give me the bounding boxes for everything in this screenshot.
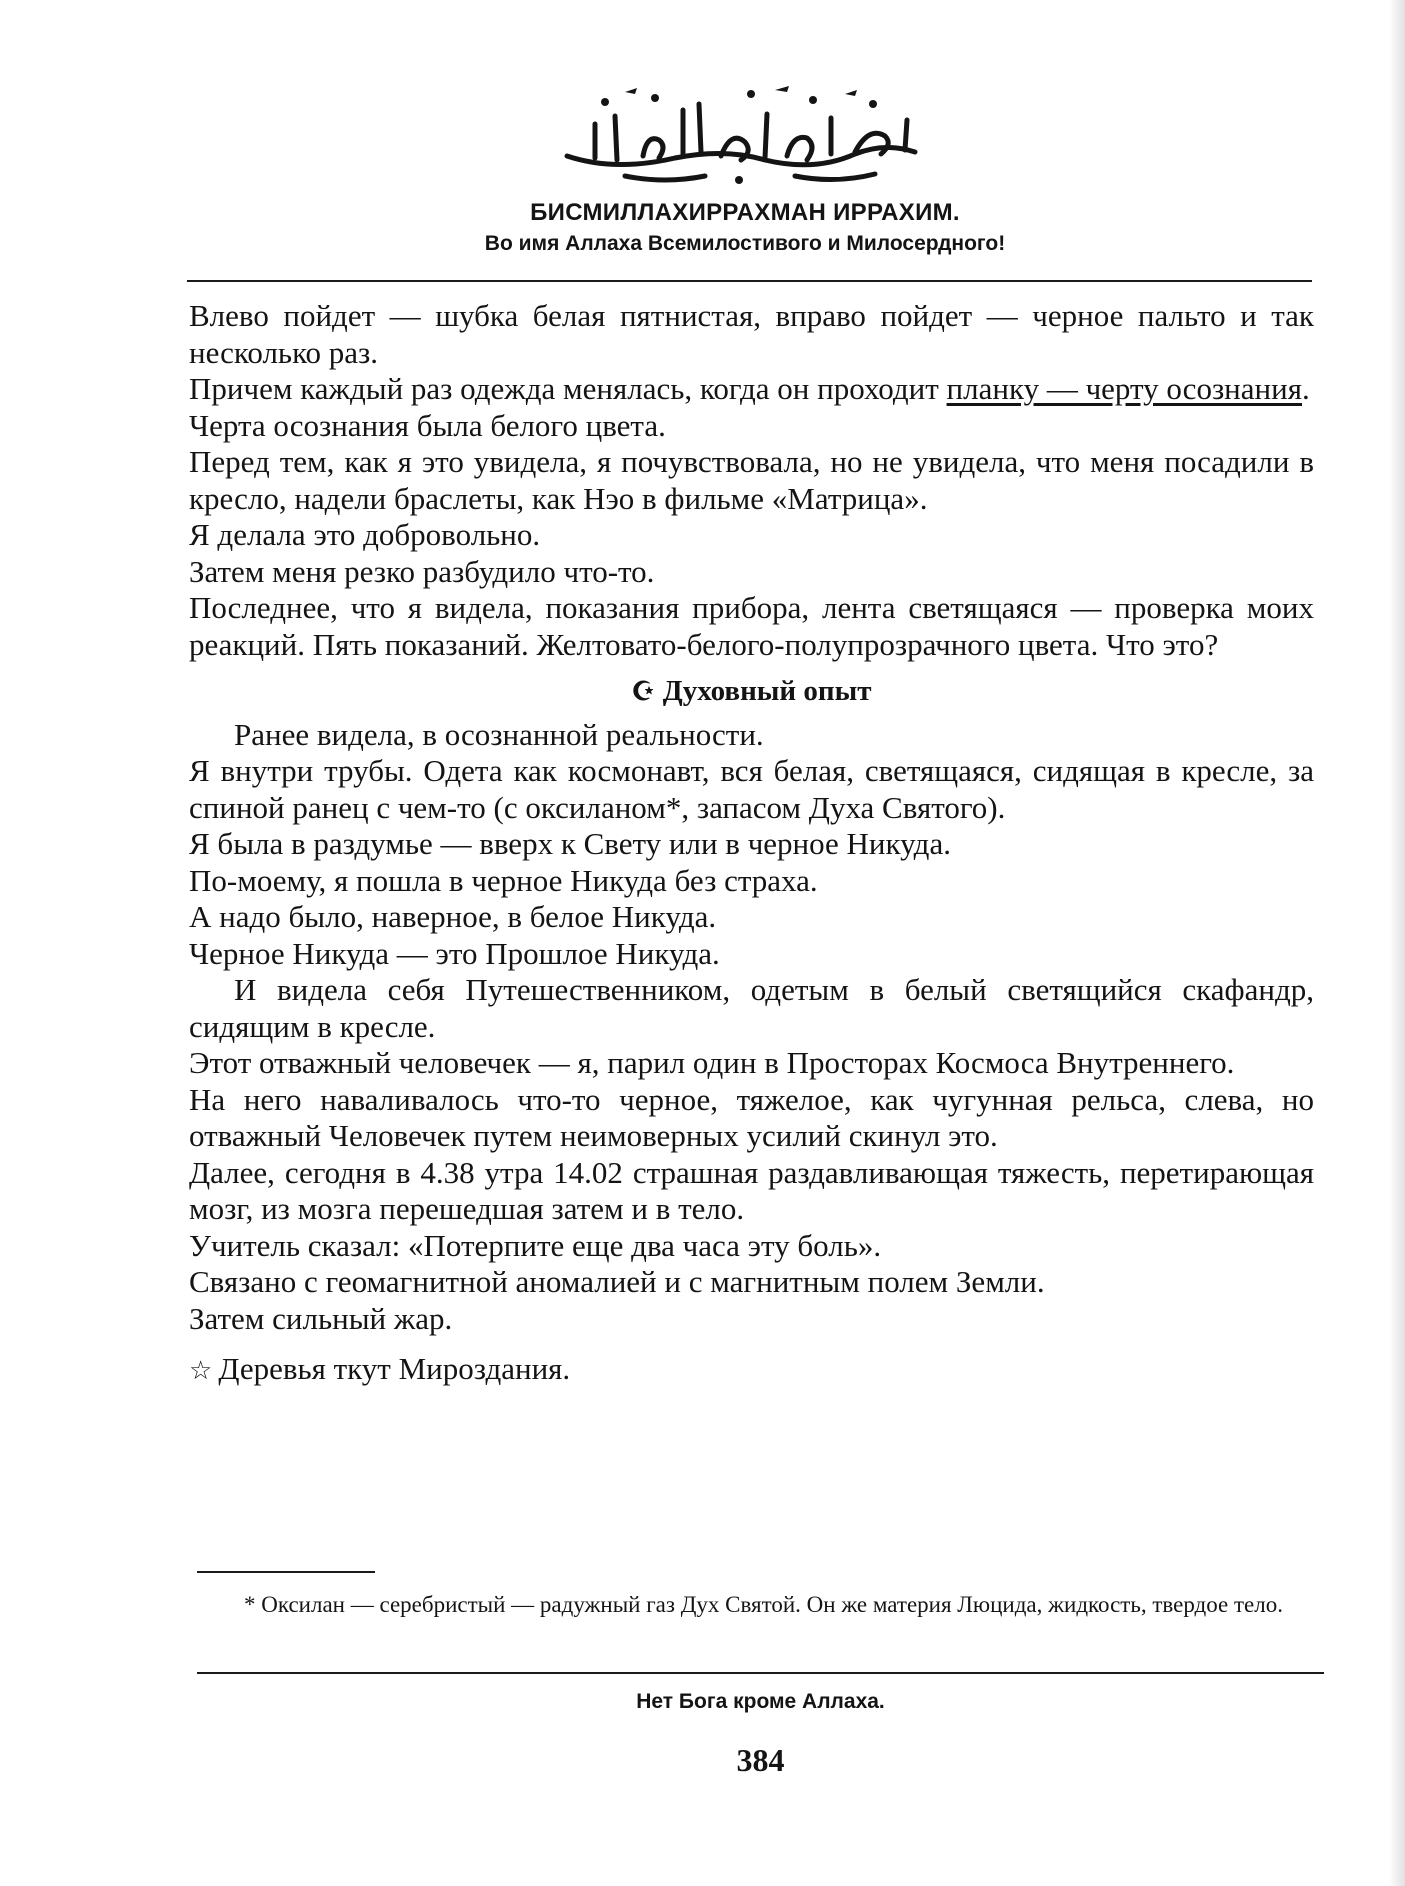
- bismillah-title: БИСМИЛЛАХИРРАХМАН ИРРАХИМ.: [530, 199, 960, 226]
- paragraph: А надо было, наверное, в белое Никуда.: [189, 899, 717, 934]
- main-text: [189, 298, 1314, 1390]
- paragraph: Последнее, что я видела, показания прибора, лента светящаяся — проверка моих реакций. Пять показаний. Желтовато-белого-полупрозрачного цвета. Что это?: [189, 590, 1314, 662]
- paragraph: Далее, сегодня в 4.38 утра 14.02 страшная раздавливающая тяжесть, перетирающая мозг, из мозга перешедшая затем и в тело.: [189, 1154, 1314, 1226]
- page-header: [0, 80, 1405, 256]
- paragraph: Черное Никуда — это Прошлое Никуда.: [189, 935, 720, 971]
- paragraph: Черта осознания была белого цвета.: [189, 407, 666, 443]
- paragraph: И видела себя Путешественником, одетым в белый светящийся скафандр, сидящим в кресле.: [189, 972, 1314, 1044]
- section-heading-text: Духовный опыт: [662, 675, 872, 707]
- paragraph: На него наваливалось что-то черное, тяжелое, как чугунная рельса, слева, но отважный Человечек путем неимоверных усилий скинул это.: [189, 1081, 1314, 1153]
- paragraph: Связано с геомагнитной аномалией и с магнитным полем Земли.: [189, 1264, 1045, 1299]
- paragraph: Затем сильный жар.: [189, 1300, 453, 1336]
- footer-text: Нет Бога кроме Аллаха.: [636, 1690, 885, 1713]
- starred-line: [189, 1351, 1314, 1390]
- page-edge-shadow: [1389, 0, 1405, 1886]
- starred-line-text: Деревья ткут Мироздания.: [218, 1351, 571, 1386]
- page-number: 384: [736, 1742, 785, 1778]
- star-outline-icon: ☆: [189, 1356, 213, 1385]
- paragraph: По-моему, я пошла в черное Никуда без страха.: [189, 862, 818, 898]
- paragraph: Перед тем, как я это увидела, я почувствовала, но не увидела, что меня посадили в кресло, надели браслеты, как Нэо в фильме «Матрица».: [189, 444, 1314, 516]
- paragraph: Учитель сказал: «Потерпите еще два часа эту боль».: [189, 1227, 882, 1263]
- footer-divider: [197, 1672, 1324, 1674]
- paragraph: Влево пойдет — шубка белая пятнистая, вправо пойдет — черное пальто и так несколько раз.: [189, 298, 1314, 370]
- paragraph: Затем меня резко разбудило что-то.: [189, 553, 655, 589]
- section-heading: [189, 673, 1314, 711]
- footnote-divider: [197, 1571, 375, 1573]
- paragraph: Ранее видела, в осознанной реальности.: [234, 716, 764, 752]
- underlined-phrase: планку — черту осознания: [946, 371, 1302, 406]
- paragraph-text: .: [1301, 371, 1310, 406]
- paragraph: Я делала это добровольно.: [189, 517, 541, 552]
- paragraph: Этот отважный человечек — я, парил один в Просторах Космоса Внутреннего.: [189, 1045, 1235, 1080]
- paragraph: Я была в раздумье — вверх к Свету или в черное Никуда.: [189, 826, 951, 861]
- bismillah-calligraphy-icon: [555, 80, 935, 185]
- crescent-star-icon: ☪: [631, 677, 655, 706]
- paragraph: [189, 371, 1314, 408]
- paragraph-text: Причем каждый раз одежда менялась, когда он проходит: [189, 371, 947, 406]
- paragraph: Я внутри трубы. Одета как космонавт, вся белая, светящаяся, сидящая в кресле, за спиной ранец с чем-то (с оксиланом*, запасом Духа Святого).: [189, 753, 1314, 825]
- footnote: * Оксилан — серебристый — радужный газ Дух Святой. Он же материя Люцида, жидкость, твердое тело.: [244, 1592, 1283, 1617]
- bismillah-translation: Во имя Аллаха Всемилостивого и Милосердного!: [484, 232, 1006, 255]
- header-divider: [187, 280, 1312, 282]
